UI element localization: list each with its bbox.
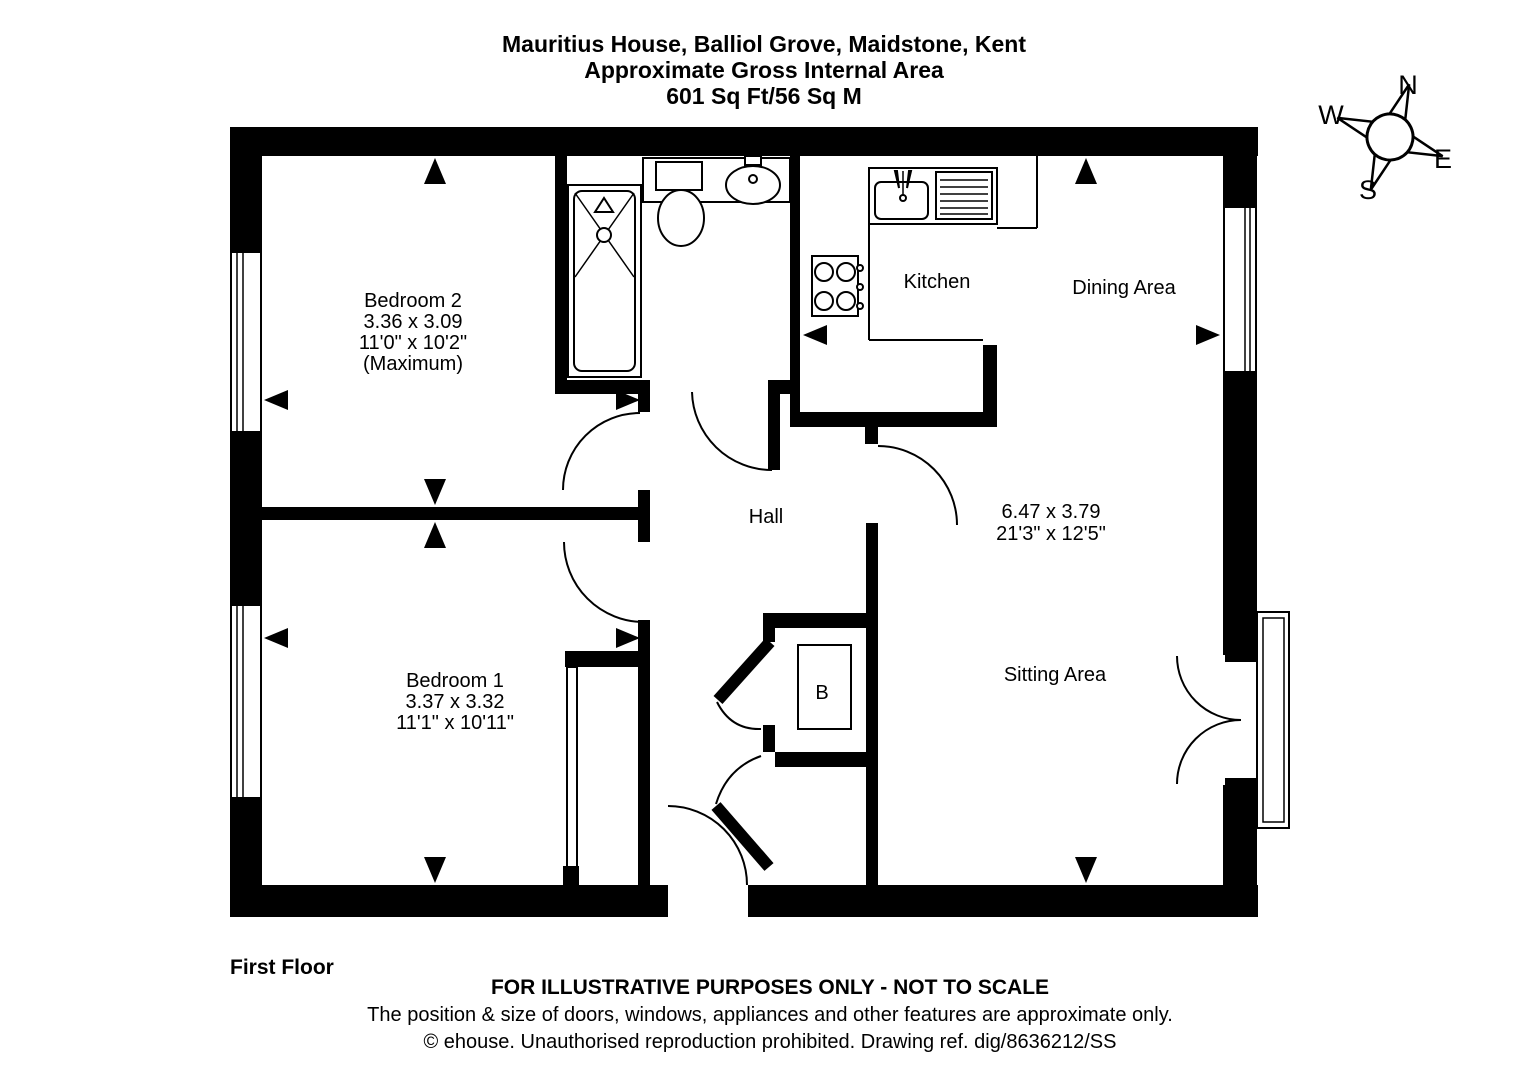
counter-edge: [997, 156, 1037, 228]
bedroom1-imperial: 11'1" x 10'11": [396, 712, 514, 734]
bedroom2-window: [231, 252, 261, 432]
compass-south-label: S: [1358, 175, 1378, 205]
compass-west-label: W: [1318, 100, 1344, 130]
bedroom2-note: (Maximum): [363, 353, 463, 375]
hall-label: Hall: [748, 506, 784, 528]
sitting-imperial: 21'3" x 12'5": [996, 523, 1106, 545]
arrow-left-icon: [264, 390, 288, 410]
front-door-arc: [668, 806, 747, 885]
plan-area: 601 Sq Ft/56 Sq M: [666, 83, 862, 109]
french-door-jamb-top: [1225, 650, 1257, 662]
footer-copyright: © ehouse. Unauthorised reproduction prohibited. Drawing ref. dig/8636212/SS: [423, 1031, 1117, 1053]
arrow-up-icon: [424, 158, 446, 184]
arrow-left-icon: [803, 325, 827, 345]
hob-icon: [812, 256, 863, 316]
shower-icon: [568, 185, 641, 377]
french-door-arc-top: [1177, 656, 1241, 720]
bedroom2-door-arc: [563, 413, 640, 490]
bedroom1-metric: 3.37 x 3.32: [405, 691, 505, 713]
kitchen-sink-icon: [869, 168, 997, 224]
cupboard-door-arc-upper: [717, 702, 761, 729]
arrow-left-icon: [264, 628, 288, 648]
cupboard-door-leaf-upper: [718, 642, 770, 700]
room-labels: [359, 271, 1177, 734]
footer-disclaimer: The position & size of doors, windows, appliances and other features are approximate only.: [367, 1004, 1173, 1026]
plan-subtitle: Approximate Gross Internal Area: [584, 57, 944, 83]
footer-block: [230, 956, 1173, 1053]
bathroom-door-arc: [692, 392, 772, 470]
bedroom2-imperial: 11'0" x 10'2": [358, 332, 468, 354]
sitting-label: Sitting Area: [1003, 664, 1107, 686]
bedroom1-door-arc: [564, 542, 644, 622]
bathroom-fixtures: [568, 156, 790, 377]
plan-title: Mauritius House, Balliol Grove, Maidstone, Kent: [502, 31, 1026, 57]
bedroom1-name: Bedroom 1: [406, 670, 504, 692]
bedroom2-name: Bedroom 2: [364, 290, 462, 312]
arrow-down-icon: [424, 857, 446, 883]
french-door-jamb-bottom: [1225, 778, 1257, 790]
bathroom-door-leaf: [768, 392, 780, 470]
doors: [563, 392, 1257, 885]
sitting-metric: 6.47 x 3.79: [1001, 501, 1101, 523]
compass-north-label: N: [1398, 70, 1418, 100]
bedroom2-metric: 3.36 x 3.09: [363, 311, 463, 333]
cupboard-door-arc-lower: [716, 756, 761, 804]
compass-rose-icon: [1318, 65, 1462, 209]
exterior-walls: [230, 127, 1258, 917]
dining-window: [1224, 207, 1256, 372]
title-block: [502, 31, 1026, 109]
bedroom1-window: [231, 605, 261, 798]
arrow-down-icon: [1075, 857, 1097, 883]
arrow-right-icon: [616, 628, 640, 648]
toilet-icon: [656, 162, 704, 246]
dining-label: Dining Area: [1072, 277, 1176, 299]
arrow-up-icon: [1075, 158, 1097, 184]
sitting-door-arc: [878, 446, 957, 525]
arrow-down-icon: [424, 479, 446, 505]
juliet-balcony: [1257, 612, 1289, 828]
kitchen-fixtures: [812, 156, 1037, 340]
compass-east-label: E: [1433, 144, 1453, 174]
boiler-cupboard: [798, 645, 851, 729]
boiler-label: B: [815, 682, 829, 704]
footer-notice: FOR ILLUSTRATIVE PURPOSES ONLY - NOT TO SCALE: [490, 976, 1050, 999]
arrow-up-icon: [424, 522, 446, 548]
wardrobe-panel: [567, 667, 577, 868]
arrow-right-icon: [1196, 325, 1220, 345]
floor-label: First Floor: [230, 956, 334, 979]
french-door-arc-bottom: [1177, 720, 1241, 784]
kitchen-label: Kitchen: [903, 271, 971, 293]
